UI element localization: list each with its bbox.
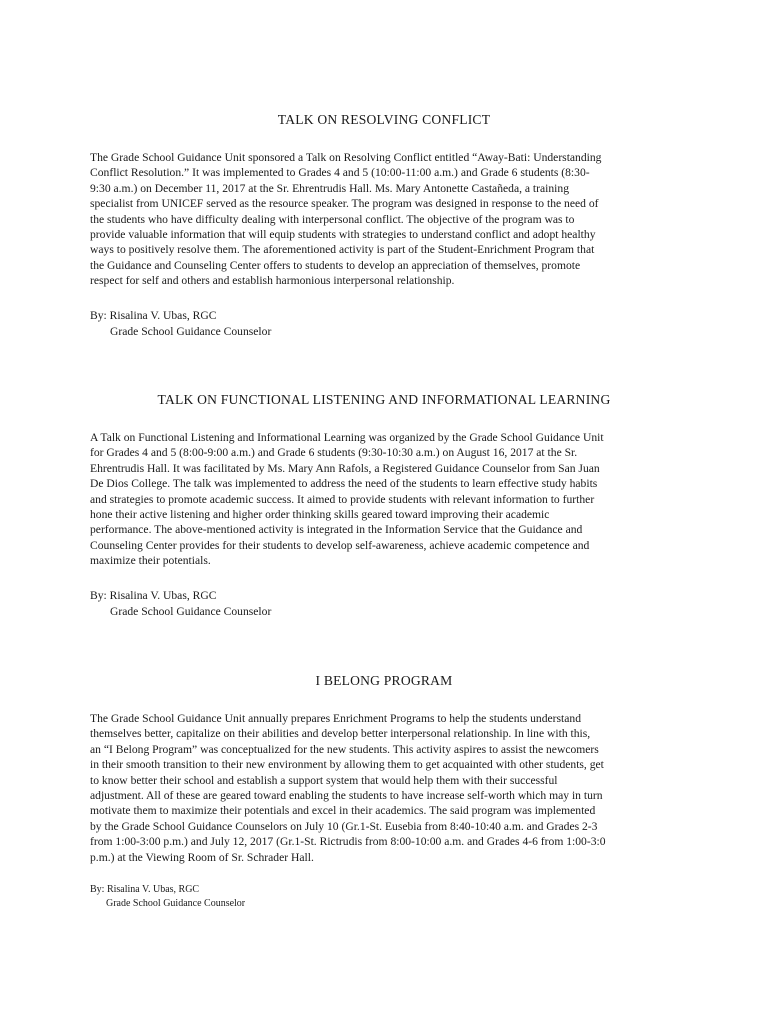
section-title: TALK ON RESOLVING CONFLICT: [277, 112, 491, 127]
body-line: motivate them to maximize their potentials and excel in their academics. The said program was implemented: [90, 804, 596, 818]
body-line: The Grade School Guidance Unit annually prepares Enrichment Programs to help the students understand: [90, 712, 581, 725]
body-line: maximize their potentials.: [90, 554, 211, 568]
body-line: ways to positively resolve them. The aforementioned activity is part of the Student-Enrichment Program that: [90, 243, 595, 257]
body-line: the Guidance and Counseling Center offers to students to develop an appreciation of themselves, promote: [90, 258, 581, 272]
body-line: adjustment. All of these are geared toward enabling the students to have increase self-worth which may in turn: [90, 789, 603, 803]
body-line: Ehrentrudis Hall. It was facilitated by Ms. Mary Ann Rafols, a Registered Guidance Counselor from San Juan: [90, 461, 600, 475]
body-line: The Grade School Guidance Unit sponsored a Talk on Resolving Conflict entitled “Away-Bati: Understanding: [90, 151, 602, 164]
author-byline: By: Risalina V. Ubas, RGC: [90, 884, 200, 895]
author-role: Grade School Guidance Counselor: [110, 605, 272, 618]
body-line: an “I Belong Program” was conceptualized for the new students. This activity aspires to assist the newcomers: [90, 742, 599, 756]
section-title: I BELONG PROGRAM: [315, 673, 453, 688]
section-body: [90, 711, 690, 865]
body-line: A Talk on Functional Listening and Informational Learning was organized by the Grade School Guidance Unit: [90, 431, 604, 444]
author-role: Grade School Guidance Counselor: [106, 898, 246, 909]
body-line: performance. The above-mentioned activity is integrated in the Information Service that the Guidance and: [90, 523, 583, 537]
body-line: and strategies to promote academic success. It aimed to provide students with relevant information to further: [90, 492, 595, 506]
body-line: De Dios College. The talk was implemented to address the need of the students to learn effective study habits: [90, 477, 598, 491]
body-line: from 1:00-3:00 p.m.) and July 12, 2017 (Gr.1-St. Rictrudis from 8:00-10:00 a.m. and Grades 4-6 from 1:00-3:0: [90, 835, 606, 849]
body-line: Counseling Center provides for their students to develop self-awareness, achieve academic competence and: [90, 538, 590, 552]
body-line: themselves better, capitalize on their abilities and develop better interpersonal relationship. In line with this,: [90, 727, 591, 741]
author-byline: By: Risalina V. Ubas, RGC: [90, 309, 217, 322]
author-role: Grade School Guidance Counselor: [110, 325, 272, 338]
body-line: the students who have difficulty dealing with interpersonal conflict. The objective of the program was to: [90, 212, 575, 226]
author-block: [90, 883, 245, 911]
body-line: in their smooth transition to their new environment by allowing them to get acquainted with other students, get: [90, 758, 604, 772]
author-byline: By: Risalina V. Ubas, RGC: [90, 589, 217, 602]
body-line: to know better their school and establish a support system that would help them with their successful: [90, 773, 558, 787]
body-line: respect for self and others and establish harmonious interpersonal relationship.: [90, 274, 455, 288]
body-line: by the Grade School Guidance Counselors on July 10 (Gr.1-St. Eusebia from 8:40-10:40 a.m. and Grades 2-3: [90, 819, 598, 833]
author-block: [90, 308, 271, 340]
body-line: 9:30 a.m.) on December 11, 2017 at the Sr. Ehrentrudis Hall. Ms. Mary Antonette Castañeda, a training: [90, 181, 569, 195]
body-line: p.m.) at the Viewing Room of Sr. Schrader Hall.: [90, 850, 314, 864]
section-body: [90, 150, 690, 289]
body-line: for Grades 4 and 5 (8:00-9:00 a.m.) and Grade 6 students (9:30-10:30 a.m.) on August 16, 2017 at the Sr.: [90, 446, 578, 460]
body-line: provide valuable information that will equip students with strategies to understand conflict and adopt healthy: [90, 228, 596, 242]
section-title: TALK ON FUNCTIONAL LISTENING AND INFORMATIONAL LEARNING: [157, 392, 611, 407]
body-line: hone their active listening and higher order thinking skills geared toward improving their academic: [90, 508, 550, 522]
author-block: [90, 588, 271, 620]
section-body: [90, 430, 690, 569]
body-line: Conflict Resolution.” It was implemented to Grades 4 and 5 (10:00-11:00 a.m.) and Grade 6 students (8:30-: [90, 166, 590, 180]
body-line: specialist from UNICEF served as the resource speaker. The program was designed in response to the need of: [90, 197, 599, 211]
